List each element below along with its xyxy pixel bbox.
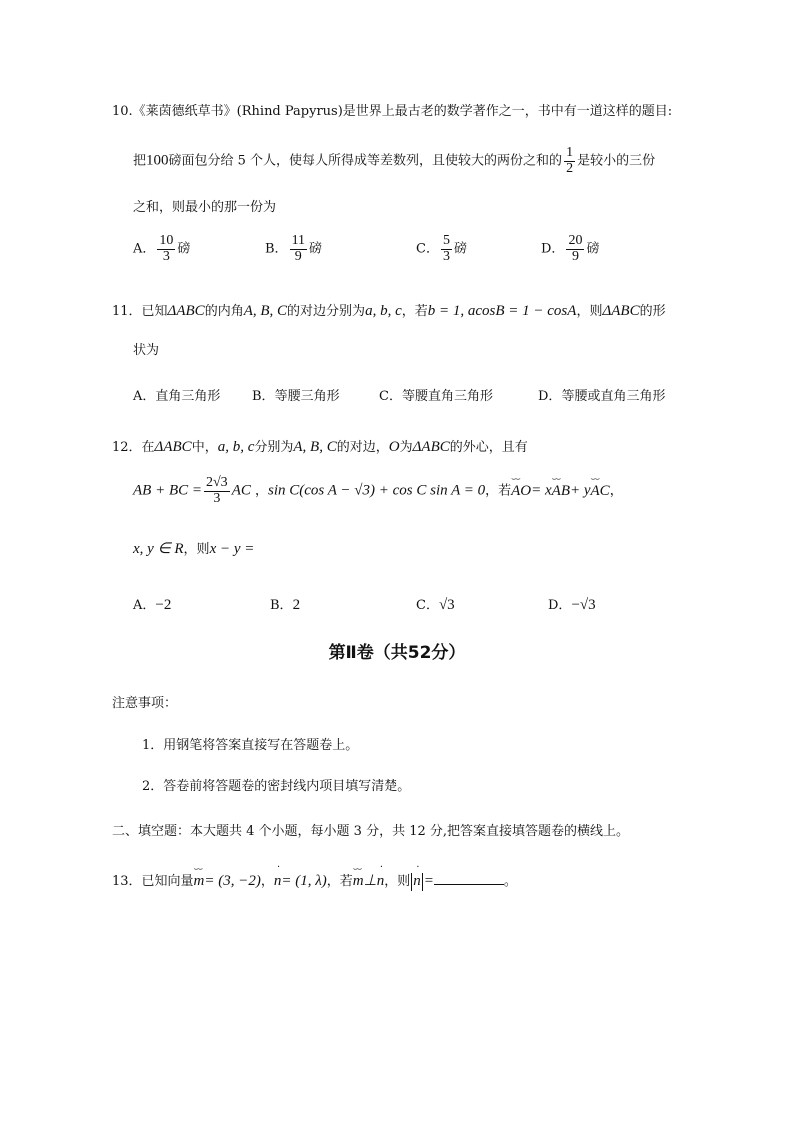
q12-option-b (270, 594, 300, 614)
fraction-numerator: 1 (566, 145, 574, 160)
q11-option-d (538, 385, 665, 404)
q11-text: ，则 (576, 304, 603, 319)
abs-bar-left (411, 873, 412, 891)
q12-text: 分别为 (254, 440, 294, 455)
q12-eq1-right: AC (231, 482, 251, 499)
q12-text: 中， (191, 440, 218, 455)
option-text: 直角三角形 (155, 389, 221, 404)
q12-option-d (548, 594, 596, 614)
notice-item-1: 1．用钢笔将答案直接写在答题卷上。 (142, 738, 359, 753)
vector-m: ⌣⌣ m (353, 873, 364, 890)
q10-number: 100 (146, 152, 169, 169)
fraction-numerator: 11 (291, 233, 306, 248)
q11-line1 (112, 300, 666, 320)
option-label: C． (416, 598, 439, 613)
fraction-denominator: 9 (571, 248, 579, 264)
vector-m: ⌣⌣ m (194, 873, 205, 890)
q12-text: 的外心，且有 (449, 440, 528, 455)
option-label: A． (133, 598, 156, 613)
option-label: D． (538, 389, 562, 404)
q12-eq3-plus: + y (569, 482, 591, 499)
perpendicular-symbol: ⊥ (363, 873, 377, 889)
fraction-denominator: 3 (213, 490, 221, 506)
q12-fraction (204, 476, 230, 506)
option-label: A． (133, 241, 156, 257)
q10-line1: 10.《莱茵德纸草书》(Rhind Papyrus)是世界上最古老的数学著作之一，书中有一道这样的题目: (112, 104, 673, 119)
q12-sides: a, b, c (217, 439, 255, 455)
vector-ac: ⌣⌣ AC (591, 483, 610, 500)
q12-text: 的对边， (336, 440, 389, 455)
option-label: A． (133, 389, 156, 404)
q12-eq3-mid: = x (531, 482, 552, 499)
option-text: 等腰三角形 (274, 389, 340, 404)
option-unit: 磅 (177, 241, 191, 257)
option-label: D． (548, 598, 572, 613)
q11-sides: a, b, c (365, 303, 402, 319)
q13-text: 13．已知向量 (112, 874, 194, 889)
option-text: √3 (438, 597, 455, 613)
q12-option-c (416, 594, 455, 614)
section-title: 第Ⅱ卷（共52分） (328, 643, 466, 663)
q12-text: ，若 (485, 483, 512, 499)
q12-angles: A, B, C (293, 439, 337, 455)
option-label: D． (541, 241, 565, 257)
option-label: C． (379, 389, 402, 404)
option-unit: 磅 (453, 241, 467, 257)
q11-text: 的内角 (204, 304, 244, 319)
q12-line1 (112, 436, 528, 456)
option-fraction (566, 234, 584, 264)
q12-eq2: sin C(cos A − √3) + cos C sin A = 0 (268, 482, 486, 499)
option-label: B． (270, 598, 293, 613)
q10-option-d (541, 234, 599, 264)
q11-text: ，若 (401, 304, 428, 319)
q12-text: ， (609, 483, 623, 499)
option-fraction (290, 234, 307, 264)
q12-text: 12．在 (112, 440, 155, 455)
q13-equals: = (423, 873, 434, 889)
vector-ao: ⌣⌣ AO (511, 483, 531, 500)
q10-line3: 之和，则最小的那一份为 (133, 200, 277, 215)
fraction-denominator: 3 (442, 248, 450, 264)
option-fraction (157, 234, 175, 264)
q12-xy-domain: x, y ∈ R (133, 541, 184, 557)
option-text: 等腰直角三角形 (401, 389, 493, 404)
q10-option-a (133, 234, 190, 264)
q10-text: 把 (133, 153, 147, 169)
fraction-numerator: 10 (159, 233, 174, 248)
q13-m-value: = (3, −2) (204, 873, 261, 889)
q10-text: 磅面包分给 5 个人，使每人所得成等差数列，且使较大的两份之和的 (168, 153, 563, 169)
vector-ab: ⌣⌣ AB (552, 483, 570, 500)
option-label: B． (252, 389, 275, 404)
q12-option-a (133, 594, 171, 614)
q11-text: 的形 (639, 304, 666, 319)
option-text: −2 (155, 597, 172, 613)
q10-option-c (416, 234, 467, 264)
option-unit: 磅 (309, 241, 323, 257)
fraction-numerator: 5 (442, 233, 450, 248)
q12-point-o: O (388, 439, 400, 455)
abs-bar-right (422, 873, 423, 891)
q11-option-c (379, 385, 493, 404)
option-text: 2 (292, 597, 301, 613)
q12-line2 (133, 476, 623, 506)
q11-text: 的对边分别为 (287, 304, 366, 319)
fraction-numerator: 2√3 (206, 475, 228, 490)
q11-option-b (252, 385, 340, 404)
q12-text: ，则 (183, 542, 210, 557)
q13-line (112, 870, 517, 891)
fraction-denominator: 2 (566, 160, 574, 176)
q12-text: 为 (399, 440, 413, 455)
q12-expression: x − y = (209, 541, 255, 557)
q10-option-b (265, 234, 322, 264)
q11-angles: A, B, C (243, 303, 288, 319)
option-label: B． (265, 241, 288, 257)
q11-triangle: ΔABC (167, 303, 205, 319)
q11-line2: 状为 (133, 343, 160, 358)
q13-text: ，若 (326, 874, 353, 889)
vector-n: · n (413, 873, 421, 890)
q13-text: ， (260, 874, 274, 889)
q13-n-value: = (1, λ) (281, 873, 327, 889)
q10-line2 (133, 146, 655, 176)
q12-eq1-left: AB + BC = (133, 482, 202, 499)
vector-n: · n (377, 873, 385, 890)
option-label: C． (416, 241, 439, 257)
option-unit: 磅 (586, 241, 600, 257)
q11-condition: b = 1, acosB = 1 − cosA (427, 303, 577, 319)
option-text: 等腰或直角三角形 (561, 389, 666, 404)
q10-text: 是较小的三份 (577, 153, 656, 169)
q11-triangle: ΔABC (602, 303, 640, 319)
q12-triangle: ΔABC (154, 439, 192, 455)
q13-text: ，则 (384, 874, 411, 889)
q11-option-a (133, 385, 220, 404)
q12-line3 (133, 538, 254, 558)
vector-n: · n (274, 873, 282, 890)
q10-fraction (564, 146, 575, 176)
q11-text: 11．已知 (112, 304, 168, 319)
notice-item-2: 2．答卷前将答题卷的密封线内项目填写清楚。 (142, 779, 411, 794)
option-text: −√3 (571, 597, 596, 613)
q13-text: 。 (503, 874, 517, 889)
option-fraction (441, 234, 452, 264)
q12-sep: ， (255, 483, 269, 499)
part2-heading: 二、填空题：本大题共 4 个小题，每小题 3 分，共 12 分,把答案直接填答题卷的横线上。 (112, 824, 630, 839)
q12-triangle: ΔABC (412, 439, 450, 455)
fraction-numerator: 20 (568, 233, 583, 248)
answer-blank[interactable] (434, 872, 504, 885)
fraction-denominator: 3 (162, 248, 170, 264)
notice-title: 注意事项： (112, 696, 178, 711)
fraction-denominator: 9 (294, 248, 302, 264)
